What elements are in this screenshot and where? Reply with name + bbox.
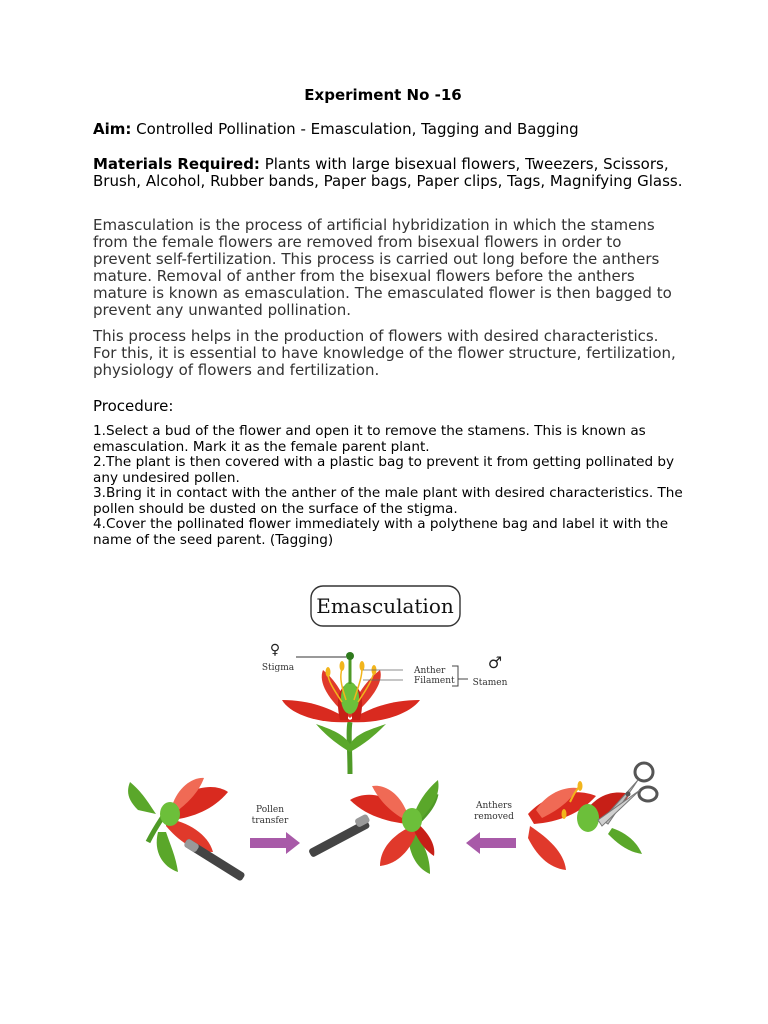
emasculation-paragraph: Emasculation is the process of artificial hybridization in which the stamens from the female flowers are removed from bisexual flowers in order to prevent self-fertilization. This process is carried out long before the anthers mature. Removal of anther from the bisexual flowers before the anthers mature is known as emasculation. The emasculated flower is then bagged to prevent any unwanted pollination. [93, 216, 672, 319]
anthers-label: Anthers [476, 801, 512, 811]
anthers-removed-arrow [466, 832, 516, 854]
anther-label: Anther [414, 666, 446, 676]
flower-left [128, 778, 246, 882]
stigma-label: Stigma [261, 663, 295, 673]
filament-label: Filament [414, 676, 455, 686]
female-symbol: ♀ [269, 642, 281, 658]
figure-title: Emasculation [316, 594, 454, 618]
flower-center [308, 780, 438, 874]
emasculation-diagram [118, 582, 670, 892]
process-paragraph: This process helps in the production of flowers with desired characteristics. For this, it is essential to have knowledge of the flower structure, fertilization, physiology of flowers and fertilization. [93, 327, 676, 379]
stamen-label: Stamen [472, 678, 508, 688]
aim-paragraph [93, 121, 683, 138]
pollen-label: Pollen [256, 805, 284, 815]
male-symbol: ♂ [487, 653, 503, 672]
page-title: Experiment No -16 [304, 86, 462, 104]
pollen-transfer-arrow [250, 832, 300, 854]
removed-label: removed [474, 812, 514, 822]
procedure-step-3: 3.Bring it in contact with the anther of the male plant with desired characteristics. The pollen should be dusted on the surface of the stigma. [93, 485, 683, 517]
materials-paragraph [93, 156, 683, 190]
procedure-heading: Procedure: [93, 397, 174, 415]
materials-text: Plants with large bisexual flowers, Tweezers, Scissors, Brush, Alcohol, Rubber bands, Paper bags, Paper clips, Tags, Magnifying Glass. [93, 155, 683, 190]
emasculation-figure [118, 582, 670, 892]
procedure-step-2: 2.The plant is then covered with a plastic bag to prevent it from getting pollinated by any undesired pollen. [93, 454, 675, 486]
aim-text: Controlled Pollination - Emasculation, Tagging and Bagging [131, 120, 579, 138]
materials-label: Materials Required: [93, 155, 260, 173]
transfer-label: transfer [251, 816, 289, 826]
procedure-step-4: 4.Cover the pollinated flower immediately with a polythene bag and label it with the name of the seed parent. (Tagging) [93, 516, 669, 548]
procedure-step-1: 1.Select a bud of the flower and open it to remove the stamens. This is known as emasculation. Mark it as the female parent plant. [93, 423, 646, 455]
aim-label: Aim: [93, 120, 132, 138]
